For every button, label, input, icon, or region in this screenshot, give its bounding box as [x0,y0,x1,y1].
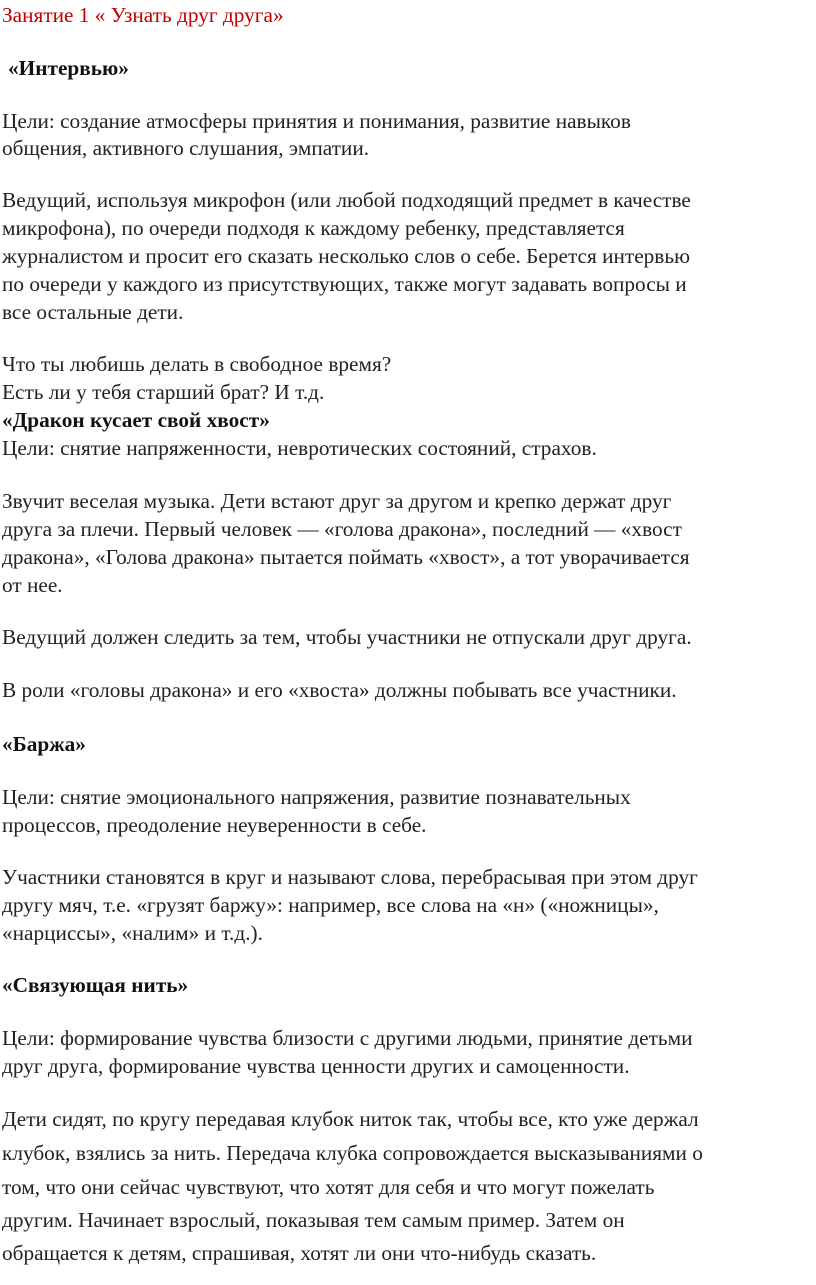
barge-desc-line: Участники становятся в круг и называют слова, перебрасывая при этом друг [2,865,698,889]
dragon-note-line: Ведущий должен следить за тем, чтобы участники не отпускали друг друга. [2,625,692,649]
interview-goal-line: Цели: создание атмосферы принятия и понимания, развитие навыков [2,109,631,133]
interview-question-line: Есть ли у тебя старший брат? И т.д. [2,380,325,404]
thread-desc-line: клубок, взялись за нить. Передача клубка сопровождается высказываниями о [2,1141,703,1165]
thread-desc-line: обращается к детям, спрашивая, хотят ли они что-нибудь сказать. [2,1241,597,1265]
interview-desc-line: Ведущий, используя микрофон (или любой подходящий предмет в качестве [2,188,691,212]
barge-goal-line: Цели: снятие эмоционального напряжения, развитие познавательных [2,785,631,809]
dragon-desc-line: от нее. [2,573,63,597]
interview-desc-line: журналистом и просит его сказать несколько слов о себе. Берется интервью [2,244,690,268]
thread-desc-line: другим. Начинает взрослый, показывая тем самым пример. Затем он [2,1208,625,1232]
dragon-desc-line: Звучит веселая музыка. Дети встают друг за другом и крепко держат друг [2,489,672,513]
lesson-title: Занятие 1 « Узнать друг друга» [2,3,284,27]
section-title-dragon: «Дракон кусает свой хвост» [2,408,270,432]
dragon-desc-line: дракона», «Голова дракона» пытается поймать «хвост», а тот уворачивается [2,545,690,569]
thread-desc-line: Дети сидят, по кругу передавая клубок ниток так, чтобы все, кто уже держал [2,1107,699,1131]
section-title-thread: «Связующая нить» [2,973,189,997]
section-title-interview: «Интервью» [8,56,129,80]
interview-desc-line: по очереди у каждого из присутствующих, также могут задавать вопросы и [2,272,687,296]
interview-desc-line: все остальные дети. [2,300,184,324]
thread-goal-line: друг друга, формирование чувства ценности других и самоценности. [2,1054,630,1078]
barge-desc-line: другу мяч, т.е. «грузят баржу»: например, все слова на «н» («ножницы», [2,893,659,917]
dragon-note-line: В роли «головы дракона» и его «хвоста» должны побывать все участники. [2,678,677,702]
barge-desc-line: «нарциссы», «налим» и т.д.). [2,921,263,945]
section-title-barge: «Баржа» [2,732,86,756]
interview-goal-line: общения, активного слушания, эмпатии. [2,136,370,160]
dragon-desc-line: друга за плечи. Первый человек — «голова дракона», последний — «хвост [2,517,682,541]
interview-desc-line: микрофона), по очереди подходя к каждому ребенку, представляется [2,216,625,240]
thread-desc-line: том, что они сейчас чувствуют, что хотят для себя и что могут пожелать [2,1175,655,1199]
barge-goal-line: процессов, преодоление неуверенности в себе. [2,813,427,837]
interview-question-line: Что ты любишь делать в свободное время? [2,352,392,376]
thread-goal-line: Цели: формирование чувства близости с другими людьми, принятие детьми [2,1026,693,1050]
dragon-goal-line: Цели: снятие напряженности, невротических состояний, страхов. [2,436,597,460]
